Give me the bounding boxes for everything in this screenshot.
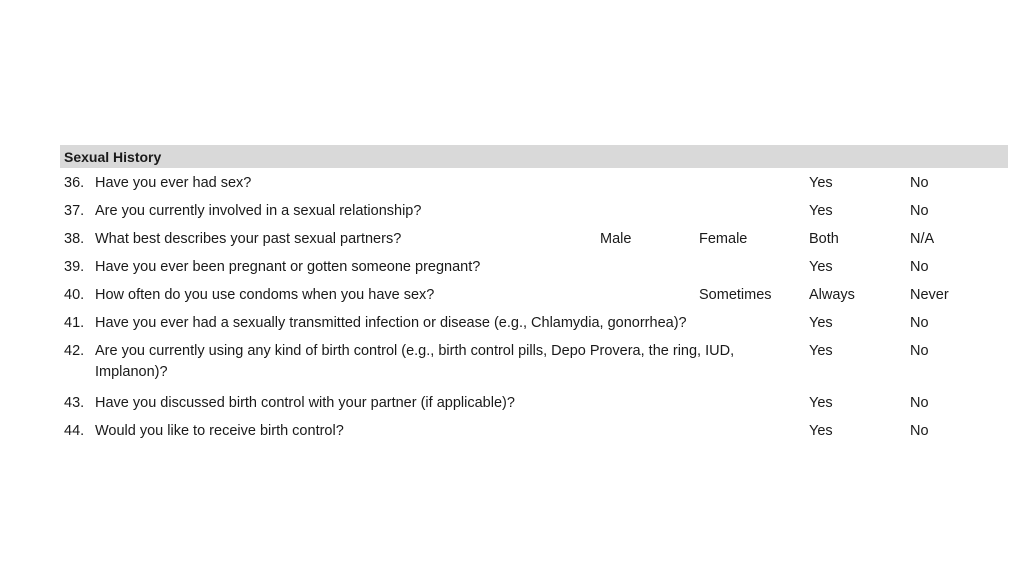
question-row xyxy=(60,173,1008,201)
question-number: 37. xyxy=(64,203,85,219)
answer-option[interactable]: Yes xyxy=(809,203,833,219)
answer-option[interactable]: No xyxy=(910,175,929,191)
question-row xyxy=(60,341,1008,393)
question-text: Would you like to receive birth control? xyxy=(95,423,344,439)
question-number: 44. xyxy=(64,423,85,439)
answer-option[interactable]: No xyxy=(910,423,929,439)
answer-option[interactable]: No xyxy=(910,315,929,331)
answer-option[interactable]: Yes xyxy=(809,395,833,411)
question-text: Have you ever had sex? xyxy=(95,175,252,191)
answer-option[interactable]: Both xyxy=(809,231,839,247)
question-number: 41. xyxy=(64,315,85,331)
question-row xyxy=(60,313,1008,341)
question-text: Have you ever had a sexually transmitted infection or disease (e.g., Chlamydia, gonorrhea)? xyxy=(95,315,687,331)
question-row xyxy=(60,393,1008,421)
question-number: 38. xyxy=(64,231,85,247)
question-number: 42. xyxy=(64,343,85,359)
question-text: How often do you use condoms when you have sex? xyxy=(95,287,435,303)
question-text: Have you ever been pregnant or gotten someone pregnant? xyxy=(95,259,481,275)
question-text: Are you currently using any kind of birth control (e.g., birth control pills, Depo Provera, the ring, IUD, Implanon)? xyxy=(95,343,735,380)
question-row xyxy=(60,201,1008,229)
answer-option[interactable]: No xyxy=(910,395,929,411)
answer-option[interactable]: No xyxy=(910,259,929,275)
answer-option[interactable]: Yes xyxy=(809,343,833,359)
question-row xyxy=(60,229,1008,257)
section-header xyxy=(60,145,1008,168)
question-number: 40. xyxy=(64,287,85,303)
answer-option[interactable]: No xyxy=(910,203,929,219)
question-number: 36. xyxy=(64,175,85,191)
answer-option[interactable]: Sometimes xyxy=(699,287,772,303)
answer-option[interactable]: Male xyxy=(600,231,632,247)
answer-option[interactable]: Never xyxy=(910,287,949,303)
question-row xyxy=(60,257,1008,285)
answer-option[interactable]: Yes xyxy=(809,175,833,191)
answer-option[interactable]: Yes xyxy=(809,315,833,331)
answer-option[interactable]: N/A xyxy=(910,231,935,247)
answer-option[interactable]: Always xyxy=(809,287,855,303)
question-row xyxy=(60,285,1008,313)
answer-option[interactable]: Female xyxy=(699,231,748,247)
answer-option[interactable]: No xyxy=(910,343,929,359)
question-text: What best describes your past sexual partners? xyxy=(95,231,402,247)
sexual-history-section xyxy=(60,145,1008,439)
question-text: Are you currently involved in a sexual relationship? xyxy=(95,203,422,219)
question-row xyxy=(60,421,1008,449)
answer-option[interactable]: Yes xyxy=(809,259,833,275)
question-number: 43. xyxy=(64,395,85,411)
section-title: Sexual History xyxy=(64,148,162,165)
question-number: 39. xyxy=(64,259,85,275)
question-text: Have you discussed birth control with your partner (if applicable)? xyxy=(95,395,515,411)
answer-option[interactable]: Yes xyxy=(809,423,833,439)
